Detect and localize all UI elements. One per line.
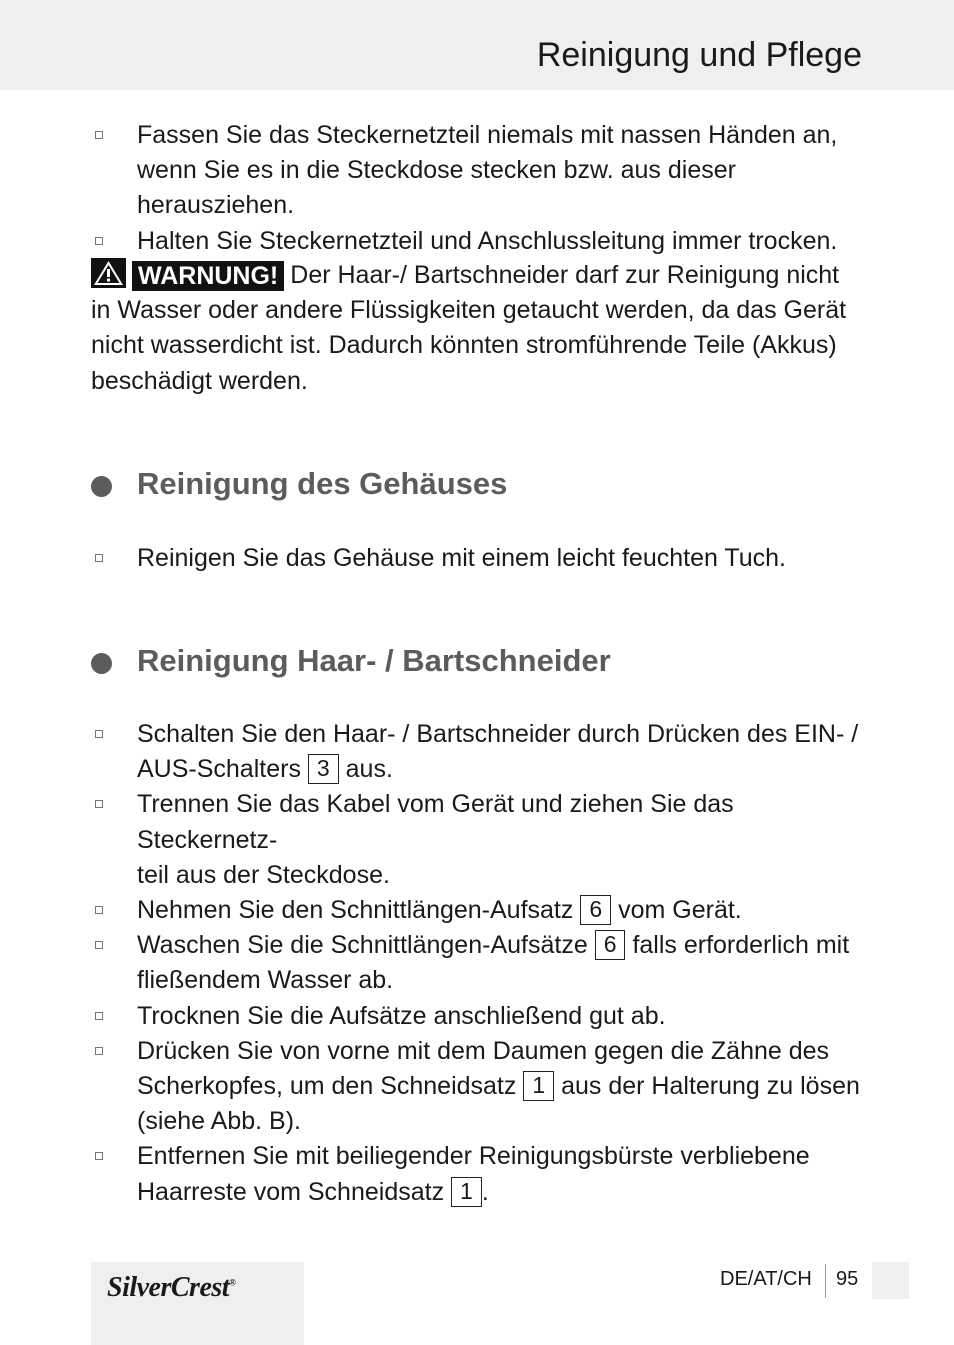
checkbox-bullet-icon — [95, 941, 103, 949]
list-item: Schalten Sie den Haar- / Bartschneider durch Drücken des EIN- / AUS-Schalters 3 aus. — [91, 717, 871, 787]
checkbox-bullet-icon — [95, 1047, 103, 1055]
checkbox-bullet-icon — [95, 730, 103, 738]
bullet-dot-icon — [91, 653, 112, 674]
bullet-dot-icon — [91, 476, 112, 497]
brand-logo-box — [91, 1262, 304, 1345]
list-item: Trennen Sie das Kabel vom Gerät und ziehen Sie das Steckernetz- teil aus der Steckdose. — [91, 787, 871, 893]
list-item: Drücken Sie von vorne mit dem Daumen gegen die Zähne des Scherkopfes, um den Schneidsatz 1 aus der Halterung zu lösen (siehe Abb. B). — [91, 1034, 871, 1140]
list-item: Fassen Sie das Steckernetzteil niemals mit nassen Händen an, wenn Sie es in die Steckdose stecken bzw. aus dieser herausziehen. — [91, 118, 871, 224]
part-reference: 3 — [308, 754, 339, 784]
part-reference: 6 — [595, 930, 626, 960]
checkbox-bullet-icon — [95, 800, 103, 808]
list-item: Waschen Sie die Schnittlängen-Aufsätze 6 falls erforderlich mit fließendem Wasser ab. — [91, 928, 871, 998]
list-item: Entfernen Sie mit beiliegender Reinigungsbürste verbliebene Haarreste vom Schneidsatz 1 . — [91, 1139, 871, 1209]
checkbox-bullet-icon — [95, 906, 103, 914]
list-item: Reinigen Sie das Gehäuse mit einem leicht feuchten Tuch. — [91, 541, 871, 576]
warning-block: WARNUNG! Der Haar-/ Bartschneider darf zur Reinigung nicht in Wasser oder andere Flüssigkeiten getaucht werden, da das Gerät nicht wasserdicht ist. Dadurch könnten stromführende Teile (Akkus) beschädigt werden. — [91, 258, 871, 399]
list-item: Halten Sie Steckernetzteil und Anschlussleitung immer trocken. — [91, 224, 871, 259]
checkbox-bullet-icon — [95, 554, 103, 562]
section1-list — [91, 541, 871, 576]
checkbox-bullet-icon — [95, 131, 103, 139]
checkbox-bullet-icon — [95, 237, 103, 245]
warning-label: WARNUNG! — [132, 261, 284, 291]
section2-list — [91, 717, 871, 1210]
footer-divider — [825, 1264, 826, 1298]
part-reference: 1 — [523, 1071, 554, 1101]
page-tab — [872, 1262, 909, 1299]
language-codes: DE/AT/CH — [720, 1268, 812, 1290]
page-number: 95 — [836, 1268, 859, 1290]
checkbox-bullet-icon — [95, 1012, 103, 1020]
part-reference: 1 — [451, 1177, 482, 1207]
intro-list — [91, 118, 871, 259]
list-item: Trocknen Sie die Aufsätze anschließend gut ab. — [91, 999, 871, 1034]
warning-triangle-icon — [91, 258, 126, 288]
list-item: Nehmen Sie den Schnittlängen-Aufsatz 6 vom Gerät. — [91, 893, 871, 928]
page-title: Reinigung und Pflege — [536, 36, 862, 74]
part-reference: 6 — [580, 895, 611, 925]
checkbox-bullet-icon — [95, 1152, 103, 1160]
brand-logo: SilverCrest® — [107, 1272, 236, 1303]
